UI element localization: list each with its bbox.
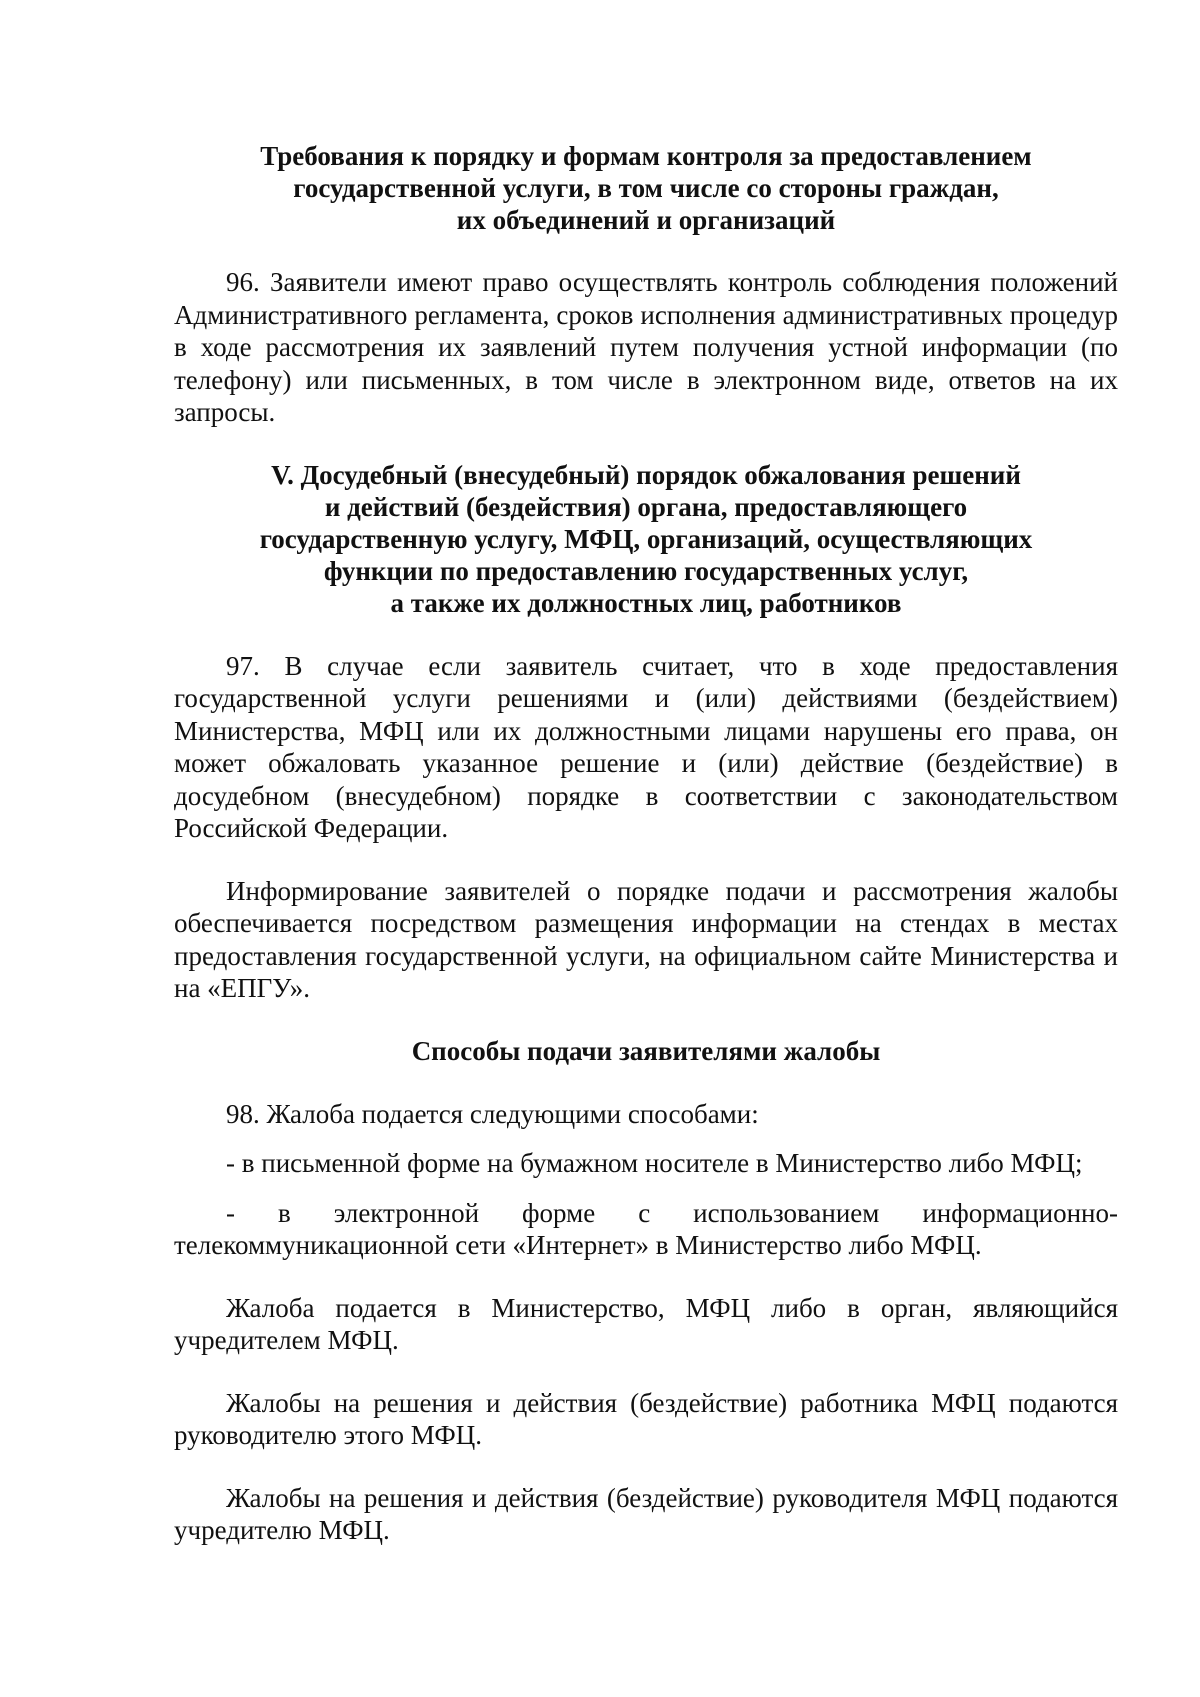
heading-line: V. Досудебный (внесудебный) порядок обжалования решений [271, 459, 1021, 490]
heading-line: их объединений и организаций [456, 205, 836, 235]
list-item-electronic: - в электронной форме с использованием информационно-телекоммуникационной сети «Интернет» в Министерство либо МФЦ. [174, 1197, 1118, 1260]
heading-line: и действий (бездействия) органа, предоставляющего [324, 491, 968, 522]
paragraph-96: 96. Заявители имеют право осуществлять контроль соблюдения положений Административного регламента, сроков исполнения административных процедур в ходе рассмотрения их заявлений путем получения устной информации (по телефону) или письменных, в том числе в электронном виде, ответов на их запросы. [174, 267, 1118, 427]
paragraph-informing: Информирование заявителей о порядке подачи и рассмотрения жалобы обеспечивается посредством размещения информации на стендах в местах предоставления государственной услуги, на официальном сайте Министерства и на «ЕПГУ». [174, 875, 1118, 1003]
document-page [174, 140, 1118, 1547]
paragraph-mfc-head: Жалобы на решения и действия (бездействие) руководителя МФЦ подаются учредителю МФЦ. [174, 1482, 1118, 1545]
heading-control-requirements [174, 140, 1118, 236]
heading-line: Требования к порядку и формам контроля за предоставлением [260, 141, 1032, 171]
paragraph-98: 98. Жалоба подается следующими способами: [226, 1098, 759, 1129]
list-item-paper: - в письменной форме на бумажном носителе в Министерство либо МФЦ; [226, 1148, 1083, 1178]
heading-complaint-methods: Способы подачи заявителями жалобы [411, 1035, 881, 1066]
heading-section-v [174, 459, 1118, 619]
heading-line: функции по предоставлению государственных услуг, [323, 555, 969, 586]
heading-line: а также их должностных лиц, работников [390, 587, 902, 618]
paragraph-97: 97. В случае если заявитель считает, что в ходе предоставления государственной услуги решениями и (или) действиями (бездействием) Министерства, МФЦ или их должностными лицами нарушены его права, он может обжаловать указанное решение и (или) действие (бездействие) в досудебном (внесудебном) порядке в соответствии с законодательством Российской Федерации. [174, 650, 1118, 843]
paragraph-mfc-worker: Жалобы на решения и действия (бездействие) работника МФЦ подаются руководителю этого МФЦ. [174, 1387, 1118, 1450]
heading-line: государственную услугу, МФЦ, организаций, осуществляющих [259, 523, 1033, 554]
paragraph-submission-target: Жалоба подается в Министерство, МФЦ либо в орган, являющийся учредителем МФЦ. [174, 1292, 1118, 1355]
heading-line: государственной услуги, в том числе со стороны граждан, [293, 173, 999, 203]
